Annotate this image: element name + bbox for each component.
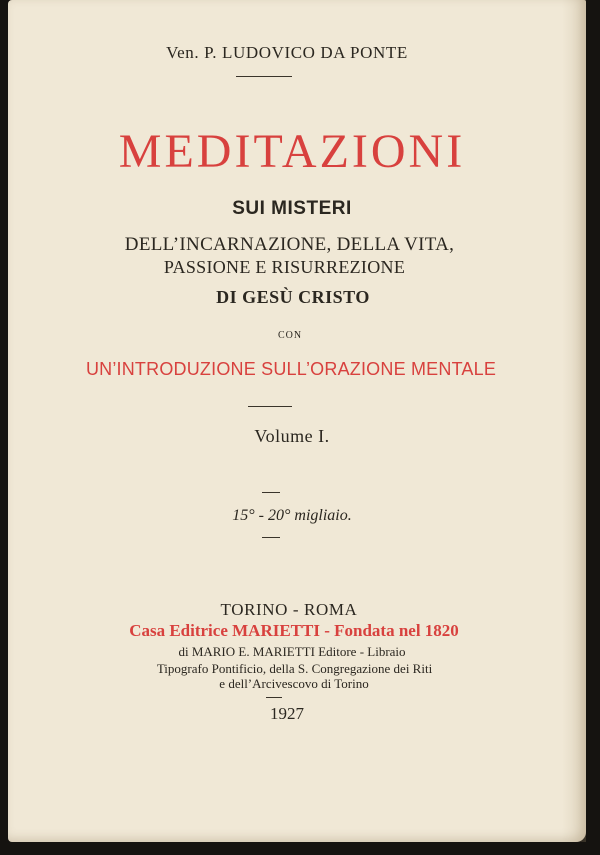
divider-rule-author	[236, 76, 292, 77]
book-title: MEDITAZIONI	[118, 125, 466, 178]
volume-label: Volume I.	[254, 426, 330, 446]
description-line-3: DI GESÙ CRISTO	[216, 287, 370, 307]
connector-word: CON	[277, 330, 303, 341]
description-line-2: PASSIONE E RISURREZIONE	[163, 257, 406, 277]
publication-city: TORINO - ROMA	[220, 600, 358, 619]
edition-note: 15° - 20° migliaio.	[232, 507, 352, 524]
author-name: Ven. P. LUDOVICO DA PONTE	[166, 43, 408, 62]
book-subtitle: SUI MISTERI	[232, 198, 352, 219]
publisher-line-3: Tipografo Pontificio, della S. Congregazione dei Riti	[156, 661, 433, 676]
divider-rule-edition-top	[262, 492, 280, 493]
divider-rule-edition-bottom	[262, 537, 280, 538]
description-line-1: DELL’INCARNAZIONE, DELLA VITA,	[124, 234, 455, 255]
publisher-line-4: e dell’Arcivescovo di Torino	[219, 676, 369, 691]
publisher-line-2: di MARIO E. MARIETTI Editore - Libraio	[178, 644, 406, 659]
publication-year: 1927	[270, 704, 304, 723]
book-cover-page	[8, 0, 586, 842]
divider-rule-volume	[248, 406, 292, 407]
divider-rule-year	[266, 697, 282, 698]
publisher-name: Casa Editrice MARIETTI - Fondata nel 1820	[129, 621, 459, 640]
introduction-line: UN’INTRODUZIONE SULL’ORAZIONE MENTALE	[85, 359, 497, 379]
